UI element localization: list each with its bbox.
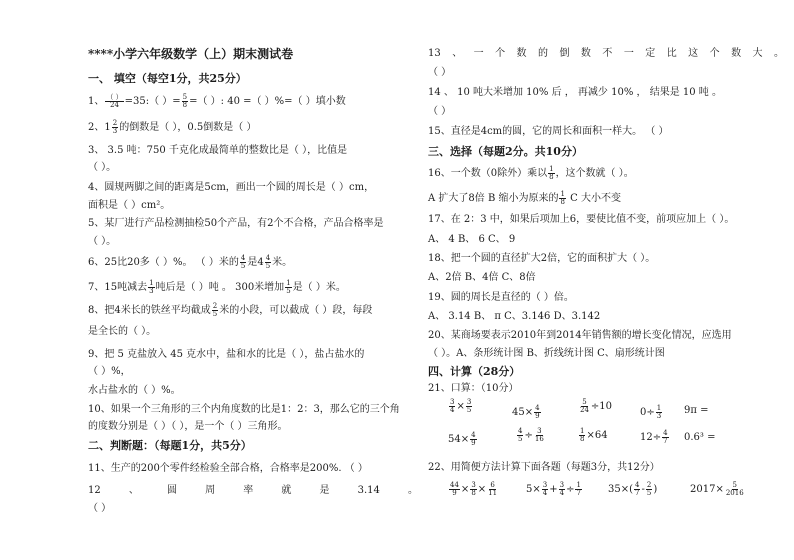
word: 3.14 (357, 485, 380, 496)
fraction: $\frac{1}{8}$ (580, 427, 585, 443)
word: 、 (128, 485, 139, 496)
fraction: $\frac{1}{3}$ (656, 404, 662, 420)
fraction: $\frac{2}{3}$ (112, 119, 118, 135)
fraction: $\frac{4}{7}$ (663, 429, 668, 445)
word: 12 (88, 485, 101, 496)
section-choice-heading: 三、选择（每题2分。共10分） (428, 145, 583, 158)
fraction: $\frac{4}{5}$ (240, 254, 246, 270)
question-4-cont: 面积是（ ）cm²。 (88, 200, 171, 211)
word: 一 (623, 48, 634, 59)
question-1: 1、 $\frac{( )}{24}$ =35:（ ）= $\frac{5}{8}$ =（ ）: 40 =（ ）%=（ ）填小数 (88, 93, 346, 109)
calc-item: $\frac{1}{8}$ ×64 (580, 427, 608, 443)
simple-calc-row (428, 480, 784, 506)
word: 。 (773, 48, 784, 59)
question-12 (88, 485, 418, 497)
fraction: $\frac{1}{5}$ (286, 279, 291, 295)
calc-item: 2017× $\frac{5}{2016}$ (690, 481, 744, 497)
section-calc-heading: 四、计算（28分） (428, 365, 521, 378)
page-title: ****小学六年级数学（上）期末测试卷 (88, 47, 294, 61)
question-15: 15、直径是4cm的圆，它的周长和面积一样大。 （ ） (428, 126, 669, 137)
section-judge-heading: 二、判断题：（每题1分，共5分） (88, 439, 252, 452)
word: 一 (473, 48, 484, 59)
question-14-cont: （ ） (428, 106, 452, 117)
question-12-cont: （ ） (88, 503, 112, 514)
calc-item: 0÷ $\frac{1}{3}$ (640, 404, 662, 420)
calc-item: 54× $\frac{4}{9}$ (448, 431, 476, 447)
word: 个 (709, 48, 720, 59)
fraction: $\frac{3}{4}$ (450, 398, 455, 414)
fraction: $\frac{1}{3}$ (149, 279, 154, 295)
oral-calc-row-2 (428, 426, 784, 452)
question-9: 9、把 5 克盐放入 45 克水中，盐和水的比是（ ），盐占盐水的 (88, 349, 365, 360)
word: 圆 (166, 485, 177, 496)
calc-item: 5× $\frac{3}{4}$ + $\frac{3}{4}$ ÷ $\frac{1}{7}$ (526, 481, 581, 497)
fraction: $\frac{1}{8}$ (560, 190, 565, 206)
word: 就 (281, 485, 292, 496)
fraction: $\frac{5}{2016}$ (725, 481, 744, 497)
question-13 (428, 48, 784, 60)
word: 大 (752, 48, 763, 59)
fraction: $\frac{3}{4}$ (559, 481, 565, 497)
word: 个 (495, 48, 506, 59)
fraction: $\frac{1}{8}$ (549, 165, 554, 181)
question-20-cont: （ ）。A、条形统计图 B、折线统计图 C、扇形统计图 (428, 348, 665, 359)
question-19: 19、圆的周长是直径的（ ）倍。 (428, 292, 574, 303)
word: 13 (428, 48, 441, 59)
question-6: 6、25比20多（ ）%。 （ ）米的 $\frac{4}{5}$ 是4 $\frac{4}{5}$ 米。 (88, 254, 293, 270)
calc-item: $\frac{4}{5}$ ÷ $\frac{3}{16}$ (518, 427, 544, 443)
question-10-cont: 的度数分别是（ ）（ ），是一个（ ）三角形。 (88, 421, 288, 432)
fraction: $\frac{( )}{24}$ (106, 93, 123, 109)
section-fill-heading: 一、 填空（每空1分，共25分） (88, 72, 247, 85)
fraction: $\frac{5}{24}$ (580, 398, 589, 414)
word: 倒 (559, 48, 570, 59)
word: 定 (645, 48, 656, 59)
question-17: 17、在 2：3 中，如果后项加上6，要使比值不变，前项应加上（ ）。 (428, 214, 735, 225)
question-16: 16、一个数（0除外）乘以 $\frac{1}{8}$ ，这个数就（ ）。 (428, 165, 634, 181)
word: 。 (408, 485, 418, 496)
word: 、 (452, 48, 463, 59)
question-5: 5、某厂进行产品检测抽检50个产品，有2个不合格，产品合格率是 (88, 218, 384, 229)
fraction: $\frac{6}{11}$ (488, 481, 498, 497)
calc-item: 35×( $\frac{4}{7}$ - $\frac{2}{5}$ ) (608, 481, 658, 497)
word: 周 (205, 485, 216, 496)
fraction: $\frac{1}{7}$ (576, 481, 581, 497)
question-13-cont: （ ） (428, 67, 452, 78)
question-10: 10、如果一个三角形的三个内角度数的比是1：2：3，那么它的三个角 (88, 404, 400, 415)
calc-item: $\frac{44}{9}$ × $\frac{3}{8}$ × $\frac{6}{11}$ (450, 481, 498, 497)
word: 数 (731, 48, 742, 59)
question-17-options: A、 4 B、 6 C、 9 (428, 234, 516, 245)
word: 的 (538, 48, 548, 59)
question-8-cont: 是全长的（ ）。 (88, 326, 157, 337)
question-14: 14 、 10 吨大米增加 10% 后 ， 再减少 10% ， 结果是 10 吨 。 (428, 87, 722, 98)
question-16-options: A 扩大了8倍 B 缩小为原来的 $\frac{1}{8}$ C 大小不变 (428, 190, 621, 206)
question-18: 18、把一个圆的直径扩大2倍，它的面积扩大（ ）。 (428, 253, 656, 264)
calc-item: 12÷ $\frac{4}{7}$ (640, 429, 668, 445)
fraction: $\frac{3}{5}$ (466, 398, 472, 414)
fraction: $\frac{4}{9}$ (535, 404, 540, 420)
fraction: $\frac{4}{5}$ (265, 254, 271, 270)
question-9-cont2: 水占盐水的（ ）%。 (88, 385, 181, 396)
fraction: $\frac{3}{4}$ (542, 481, 548, 497)
calc-item: 45× $\frac{4}{9}$ (512, 404, 540, 420)
question-3: 3、 3.5 吨：750 千克化成最简单的整数比是（ ），比值是 (88, 145, 348, 156)
question-20: 20、某商场要表示2010年到2014年销售额的增长变化情况，应选用 (428, 330, 732, 341)
word: 不 (602, 48, 613, 59)
question-9-cont: （ ）%， (88, 366, 131, 377)
word: 这 (688, 48, 699, 59)
word: 数 (580, 48, 591, 59)
calc-item: $\frac{3}{4}$ × $\frac{3}{5}$ (450, 398, 472, 414)
fraction: $\frac{2}{5}$ (646, 481, 652, 497)
oral-calc-row-1 (428, 397, 784, 423)
word: 数 (516, 48, 527, 59)
question-22: 22、用简便方法计算下面各题（每题3分，共12分） (428, 462, 660, 473)
fraction: $\frac{4}{9}$ (471, 431, 476, 447)
calc-item: $\frac{5}{24}$ ÷10 (580, 398, 613, 414)
fraction: $\frac{2}{5}$ (212, 302, 218, 318)
question-2: 2、1 $\frac{2}{3}$ 的倒数是（ ），0.5倒数是（ ） (88, 119, 257, 135)
question-19-options: A、 3.14 B、 π C、3.146 D、3.142 (428, 311, 601, 322)
fraction: $\frac{44}{9}$ (450, 481, 459, 497)
fraction: $\frac{3}{16}$ (534, 427, 544, 443)
question-8: 8、把4米长的铁丝平均截成 $\frac{2}{5}$ 米的小段，可以截成（ ）段，每段 (88, 302, 373, 318)
question-3-cont: （ ）。 (88, 162, 117, 173)
question-21: 21、口算：（10分） (428, 383, 519, 394)
word: 率 (243, 485, 254, 496)
question-18-options: A、2倍 B、4倍 C、8倍 (428, 272, 536, 283)
question-11: 11、生产的200个零件经检验全部合格，合格率是200%. （ ） (88, 463, 368, 474)
question-7: 7、15吨减去 $\frac{1}{3}$ 吨后是（ ）吨 。 300米增加 $\frac{1}{5}$ 是（ ）米。 (88, 279, 346, 295)
fraction: $\frac{4}{7}$ (635, 481, 640, 497)
fraction: $\frac{3}{8}$ (471, 481, 476, 497)
fraction: $\frac{4}{5}$ (518, 427, 523, 443)
fraction: $\frac{5}{8}$ (182, 93, 188, 109)
word: 比 (666, 48, 677, 59)
calc-item: 0.6³ = (684, 432, 716, 443)
calc-item: 9π = (684, 405, 709, 416)
question-4: 4、圆规两脚之间的距离是5cm，画出一个圆的周长是（ ）cm， (88, 182, 375, 193)
word: 是 (319, 485, 330, 496)
question-5-cont: （ ）。 (88, 236, 117, 247)
